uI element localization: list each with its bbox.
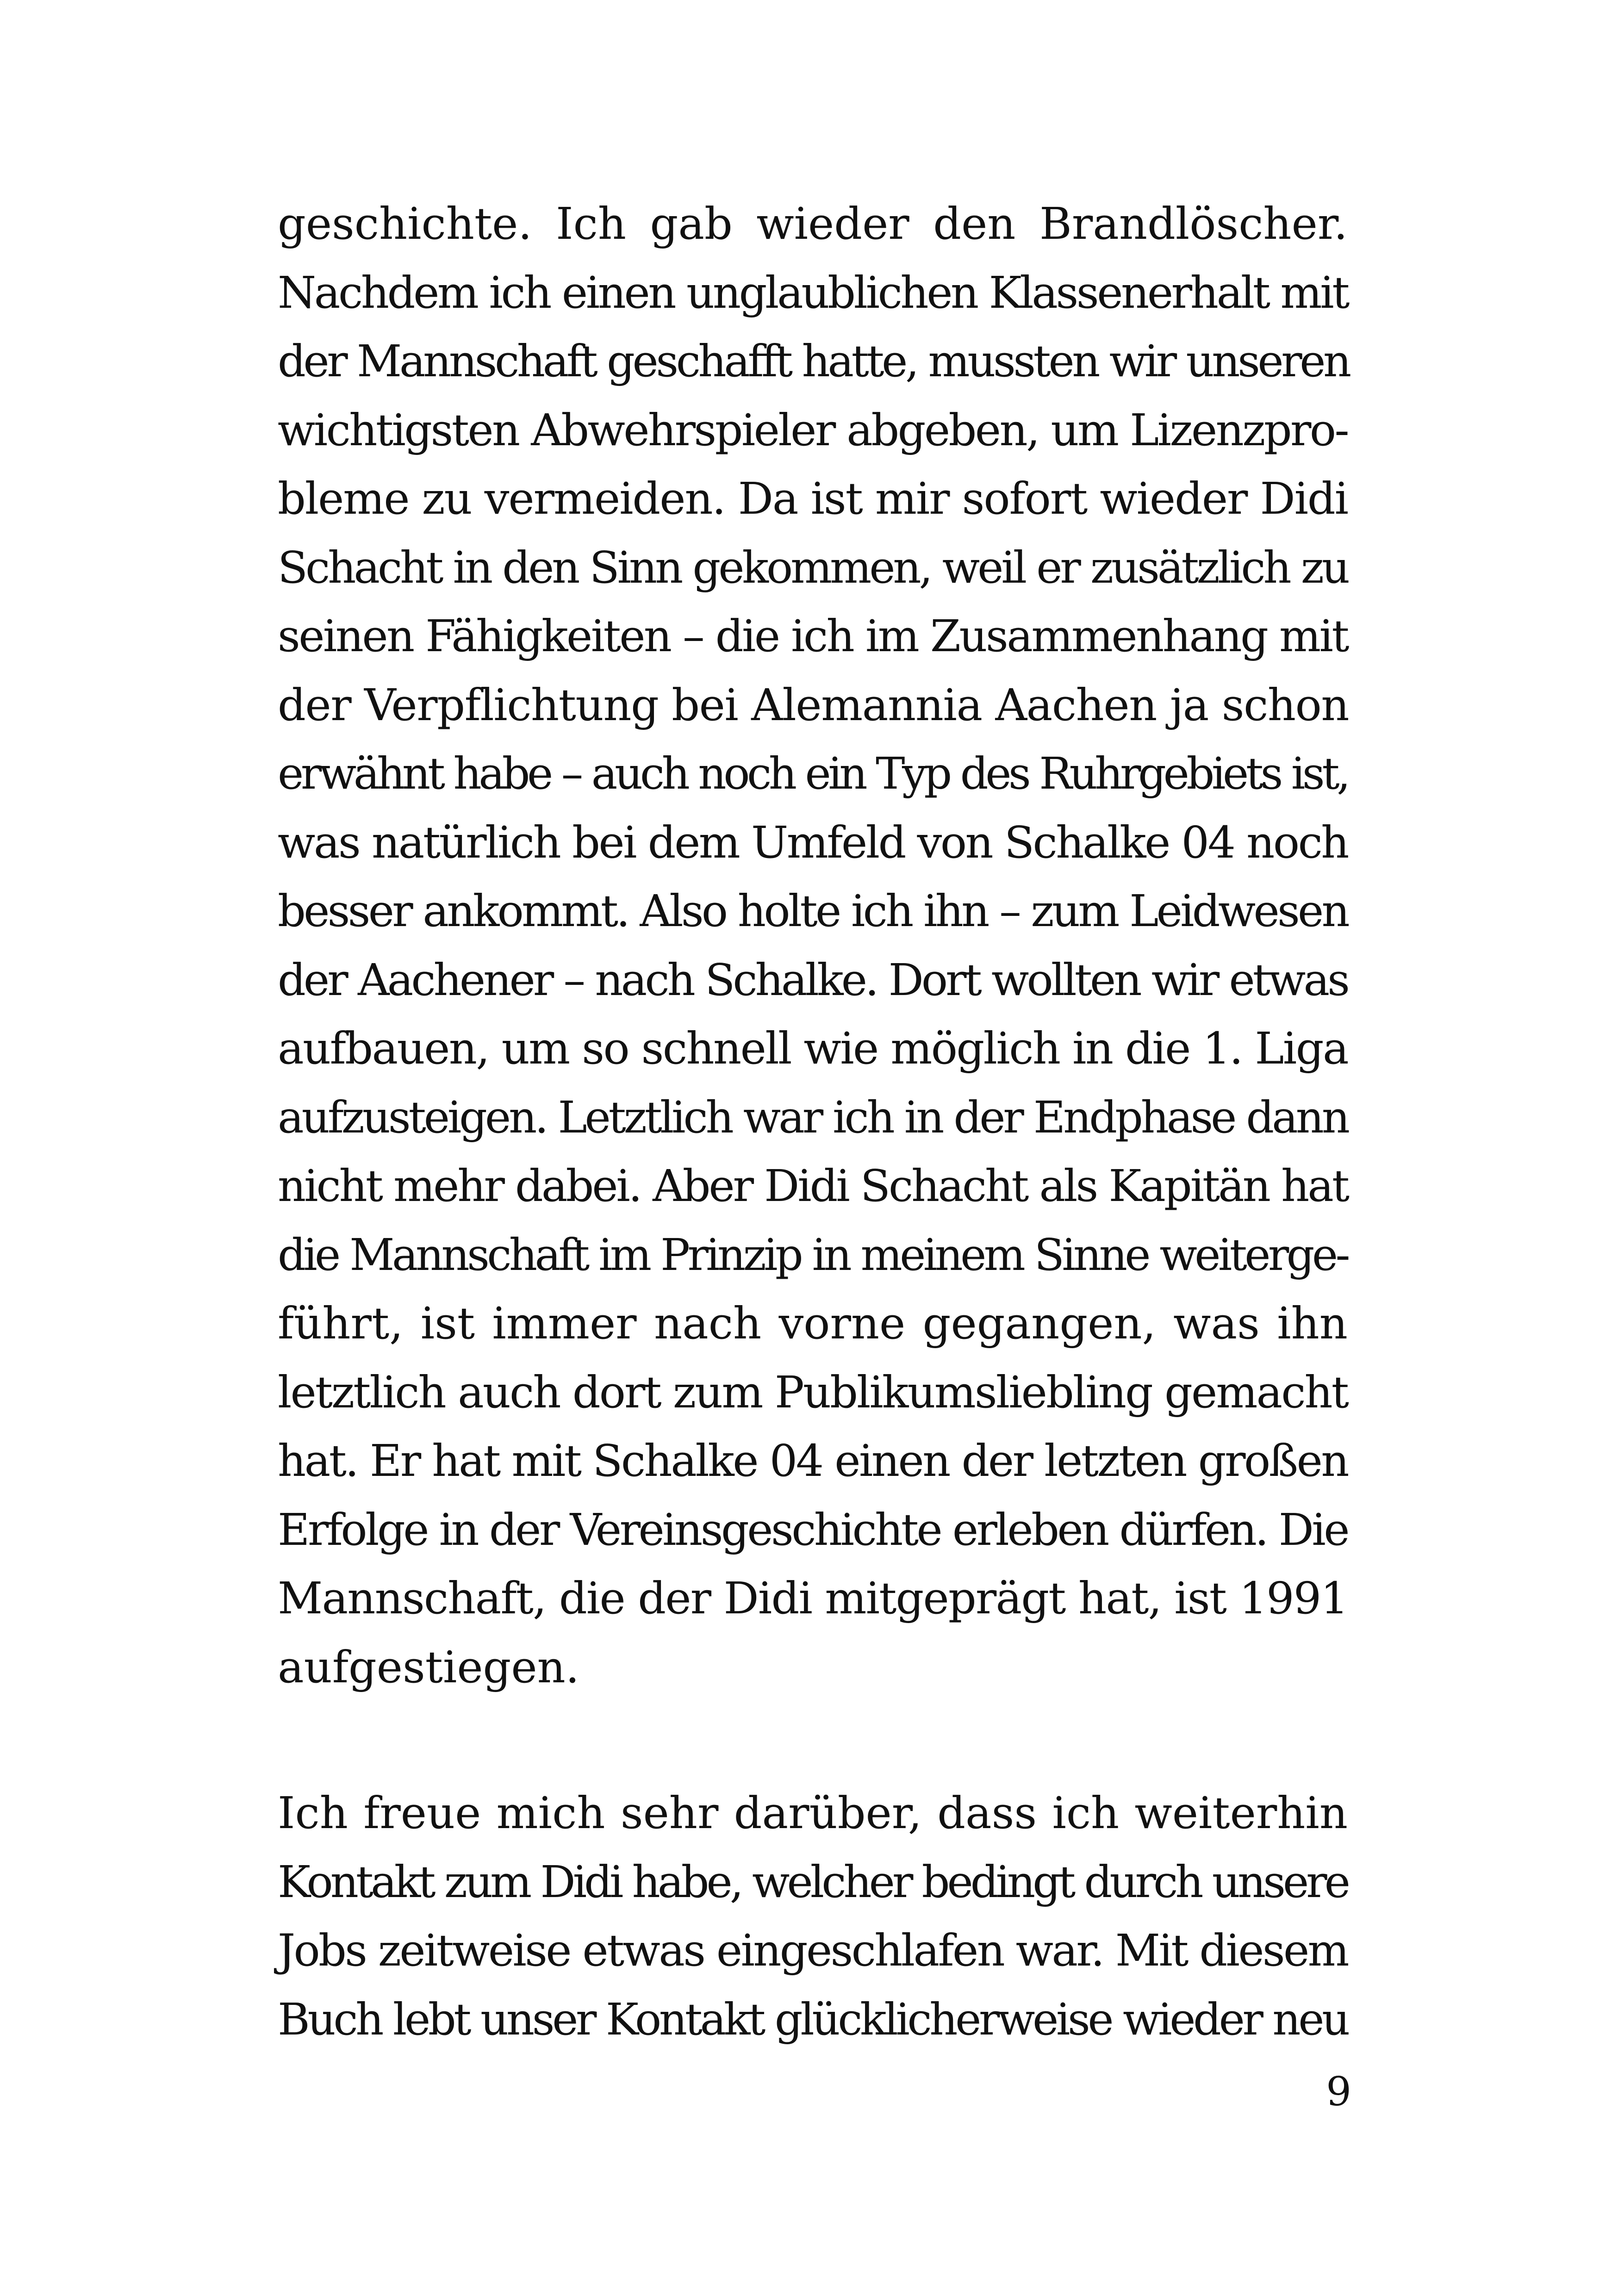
- text-line: wichtigsten Abwehrspieler abgeben, um Lizenzpro-: [278, 404, 1348, 456]
- text-line: Mannschaft, die der Didi mitgeprägt hat, ist 1991: [278, 1573, 1348, 1624]
- text-line: der Aachener – nach Schalke. Dort wollten wir etwas: [278, 954, 1348, 1006]
- text-line: geschichte. Ich gab wieder den Brandlöscher.: [278, 199, 1348, 249]
- text-line: aufbauen, um so schnell wie möglich in die 1. Liga: [278, 1023, 1348, 1074]
- text-line: aufgestiegen.: [278, 1642, 579, 1693]
- text-line: Nachdem ich einen unglaublichen Klassenerhalt mit: [278, 267, 1348, 318]
- text-line: was natürlich bei dem Umfeld von Schalke 04 noch: [278, 817, 1348, 868]
- text-line: aufzusteigen. Letztlich war ich in der Endphase dann: [278, 1092, 1348, 1143]
- text-line: der Mannschaft geschafft hatte, mussten wir unseren: [278, 336, 1349, 387]
- text-line: nicht mehr dabei. Aber Didi Schacht als Kapitän hat: [278, 1161, 1348, 1212]
- page-number: 9: [1326, 2069, 1351, 2115]
- text-line: hat. Er hat mit Schalke 04 einen der letzten großen: [278, 1436, 1348, 1487]
- text-line: erwähnt habe – auch noch ein Typ des Ruhrgebiets ist,: [278, 748, 1348, 799]
- text-line: führt, ist immer nach vorne gegangen, was ihn: [278, 1298, 1348, 1349]
- paragraph-2: [278, 1779, 1348, 2054]
- text-line: der Verpflichtung bei Alemannia Aachen ja schon: [278, 679, 1349, 731]
- text-line: letztlich auch dort zum Publikumsliebling gemacht: [278, 1367, 1348, 1418]
- text-line: Erfolge in der Vereinsgeschichte erleben dürfen. Die: [278, 1504, 1348, 1556]
- paragraph-1: [278, 190, 1348, 1702]
- text-line: seinen Fähigkeiten – die ich im Zusammenhang mit: [278, 611, 1348, 662]
- text-line: besser ankommt. Also holte ich ihn – zum Leidwesen: [278, 886, 1348, 937]
- text-line: Jobs zeitweise etwas eingeschlafen war. Mit diesem: [278, 1925, 1348, 1976]
- text-line: die Mannschaft im Prinzip in meinem Sinne weiterge-: [278, 1229, 1348, 1281]
- text-line: Kontakt zum Didi habe, welcher bedingt durch unsere: [278, 1856, 1348, 1908]
- text-line: Schacht in den Sinn gekommen, weil er zusätzlich zu: [278, 542, 1348, 593]
- text-line: Ich freue mich sehr darüber, dass ich weiterhin: [278, 1788, 1348, 1839]
- text-line: Buch lebt unser Kontakt glücklicherweise wieder neu: [278, 1994, 1348, 2045]
- text-line: bleme zu vermeiden. Da ist mir sofort wieder Didi: [278, 473, 1348, 524]
